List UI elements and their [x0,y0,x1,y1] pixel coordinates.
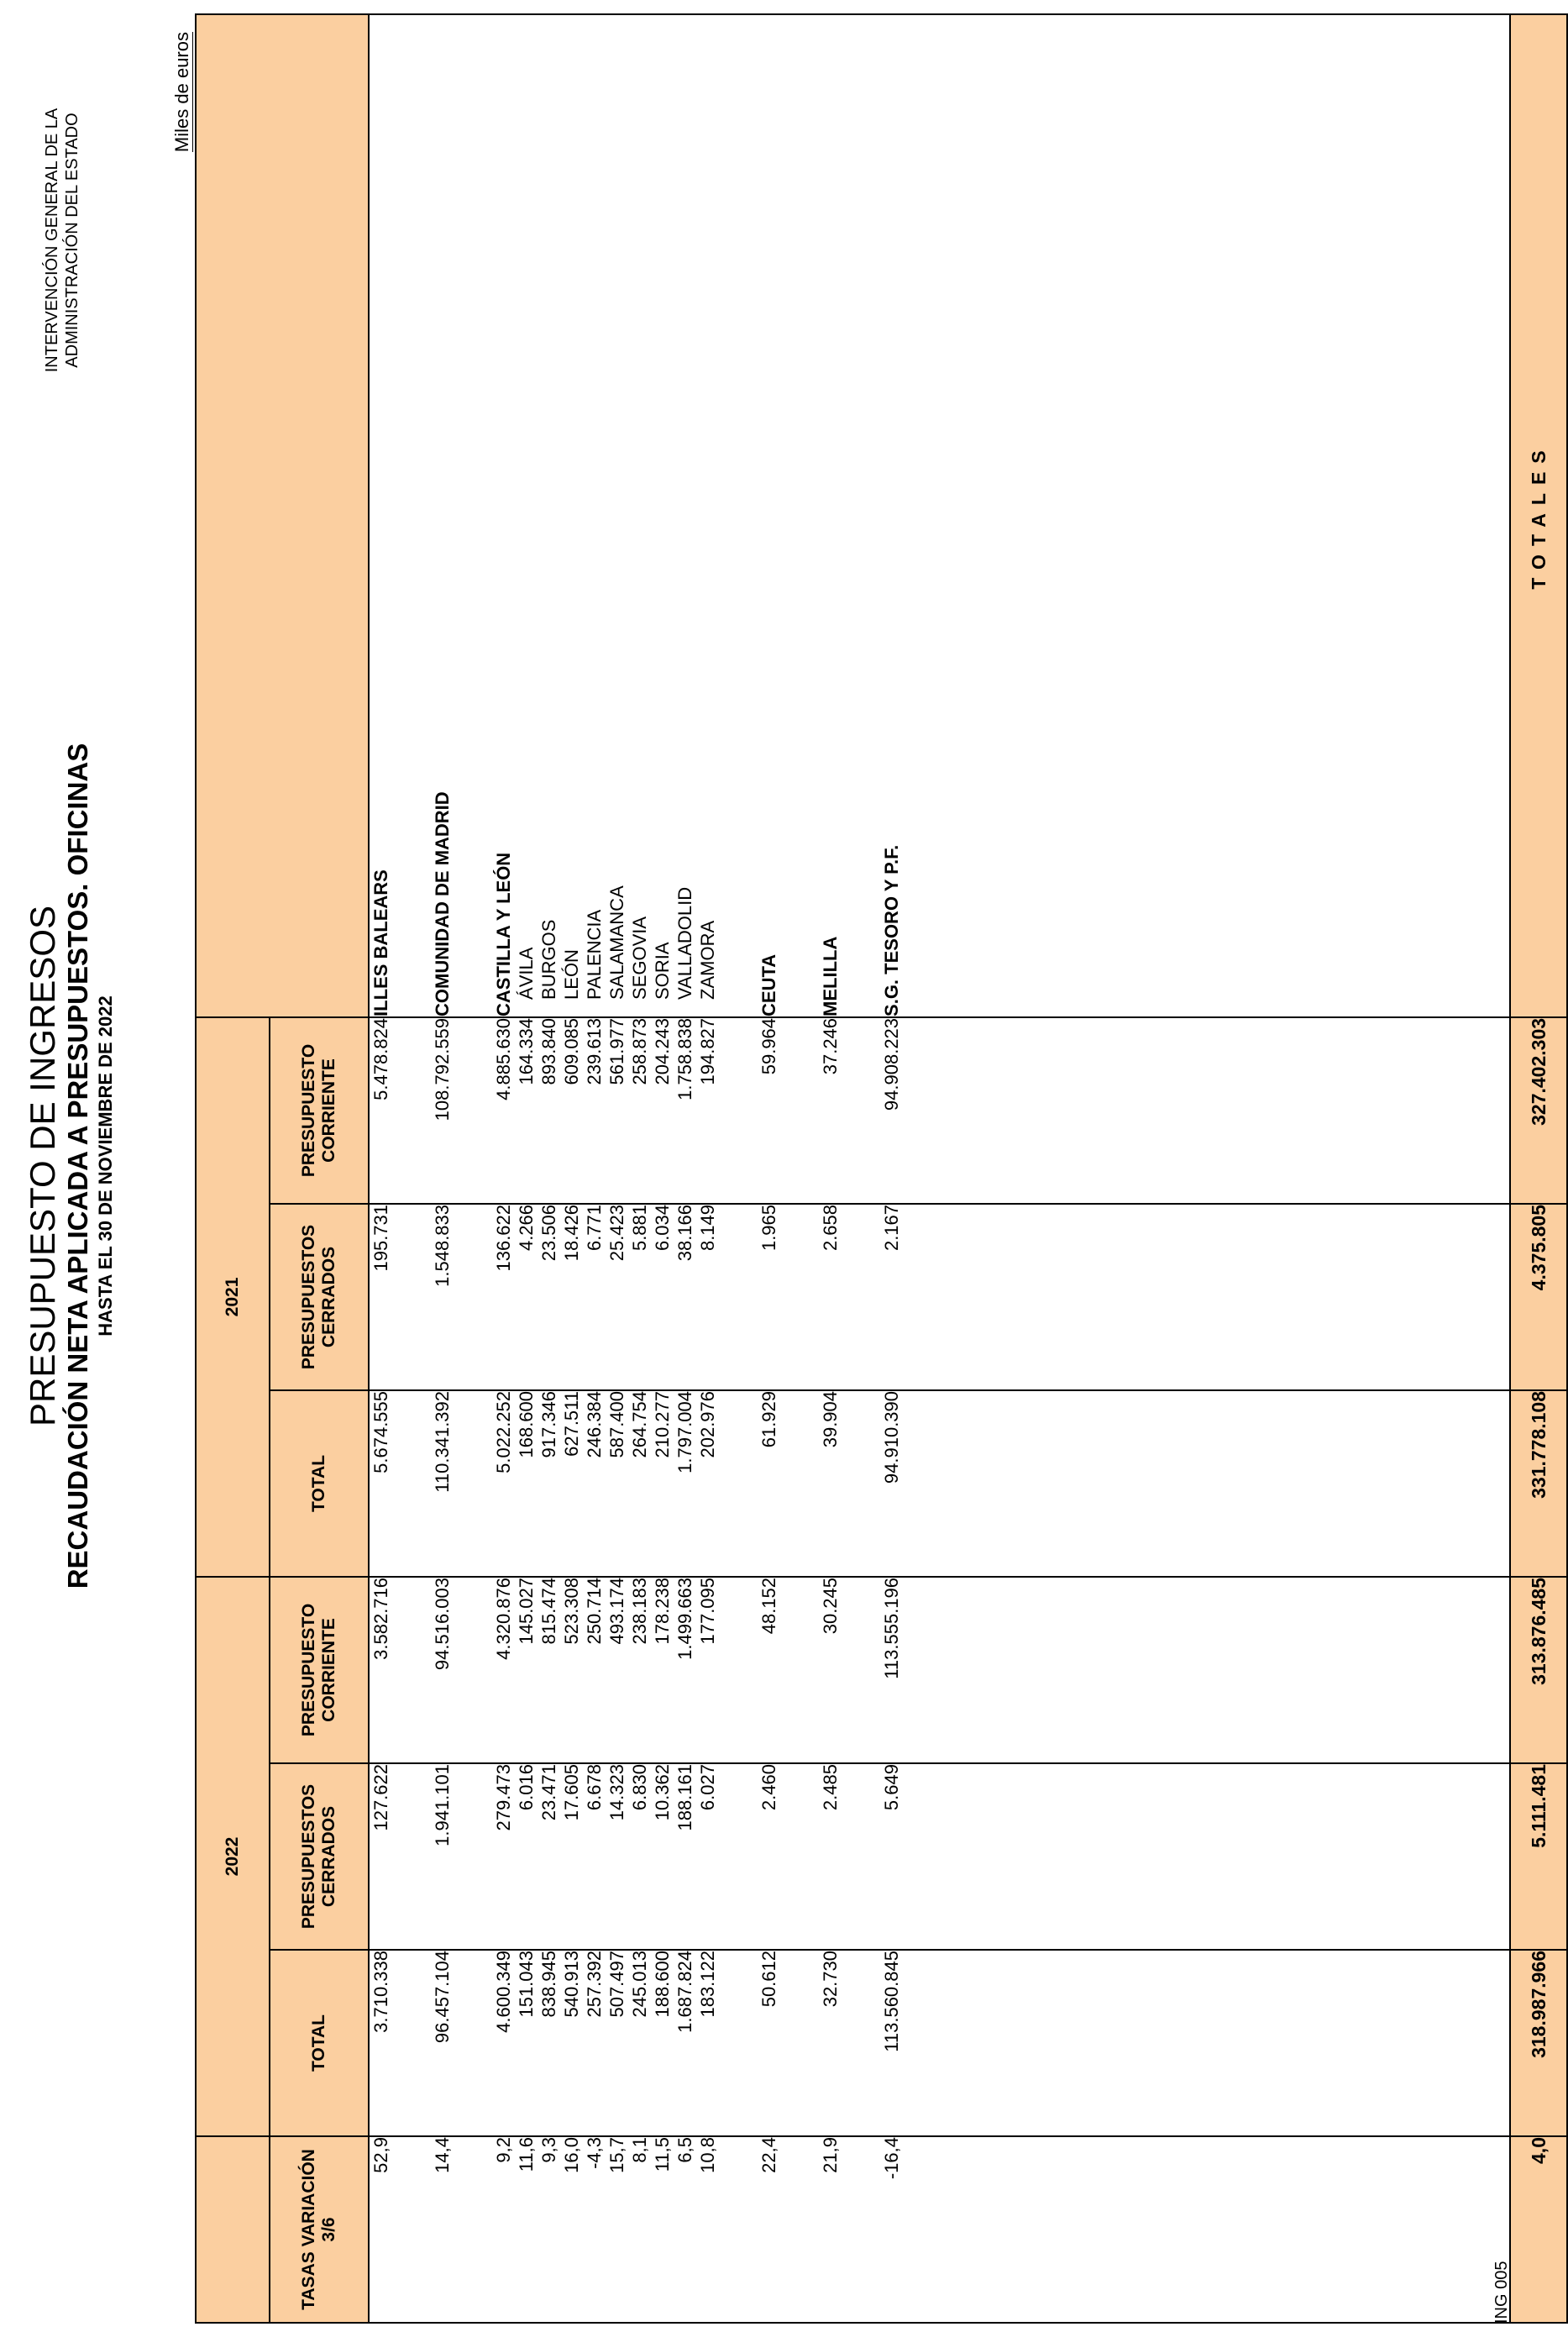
cell-value: 6.027 [697,1764,718,1811]
cell-value: 30.245 [820,1577,841,1635]
cell-value: 202.976 [697,1390,718,1458]
cell-value: 127.622 [370,1764,391,1831]
cell-value: 14.323 [606,1764,627,1821]
col-corriente-2022 [369,1017,1510,1204]
office-name: ÁVILA [516,947,537,1000]
cell-value: 245.013 [629,1951,650,2018]
cell-value: 110.341.392 [432,1390,453,1493]
cell-value: 14,4 [432,2137,453,2173]
cell-value: 10.362 [652,1764,673,1821]
total-tasas: 4,0 [1510,2136,1567,2323]
org-line-1: INTERVENCIÓN GENERAL DE LA [43,108,61,373]
corriente-2021-label: PRESUPUESTO CORRIENTE [299,1603,338,1737]
cell-value: 8.149 [697,1204,718,1252]
cell-value: 1.797.004 [674,1390,695,1473]
cell-value: 11,5 [652,2137,673,2172]
org-line-2: ADMINISTRACIÓN DEL ESTADO [63,113,81,368]
cell-value: 6,5 [674,2137,695,2163]
col-tasas [369,2136,1510,2323]
row-gap [719,1205,758,1389]
row-gap [842,15,880,1016]
office-name: VALLADOLID [674,886,695,1000]
cell-value: 4.885.630 [493,1017,514,1100]
cell-value: 1.965 [758,1204,779,1252]
row-gap [780,15,819,1016]
tasas-header [270,2136,369,2323]
row-gap [454,1764,492,1949]
units-text: Miles de euros [171,32,192,153]
row-labels-header [196,14,369,1017]
tasas-label: TASAS VARIACIÓN 3/6 [299,2149,338,2310]
page-subtitle: RECAUDACIÓN NETA APLICADA A PRESUPUESTOS. OFICINAS [62,743,93,1589]
cell-value: 815.474 [538,1577,559,1645]
row-gap [454,1391,492,1576]
cell-value: 52,9 [370,2137,391,2173]
cell-value: 3.710.338 [370,1951,391,2033]
cell-value: 239.613 [584,1017,605,1085]
cell-value: 1.941.101 [432,1764,453,1846]
total-total-2021: 318.987.966 [1510,1950,1567,2136]
corriente-2021-header [270,1577,369,1763]
cell-value: 1.548.833 [432,1204,453,1287]
office-name: ILLES BALEARS [370,869,391,1016]
total-corriente-2022: 327.402.303 [1510,1017,1567,1204]
row-gap [842,2137,880,2322]
cell-value: 1.687.824 [674,1951,695,2033]
cell-value: 4.600.349 [493,1951,514,2033]
cell-value: 1.758.838 [674,1017,695,1100]
cell-value: 5.881 [629,1204,650,1252]
cell-value: 168.600 [516,1390,537,1458]
cell-value: 151.043 [516,1951,537,2018]
revenue-table [195,13,1568,2324]
cell-value: 94.910.390 [881,1390,902,1484]
row-gap [392,15,431,1016]
cell-value: 188.161 [674,1764,695,1831]
row-gap [842,1391,880,1576]
row-gap [842,1764,880,1949]
units-label [171,32,193,152]
cerrados-2021-header [270,1763,369,1950]
cell-value: 18.426 [561,1204,582,1262]
cell-value: 113.560.845 [881,1951,902,2052]
cell-value: 94.516.003 [432,1577,453,1671]
col-total-2022 [369,1390,1510,1577]
cell-value: 183.122 [697,1951,718,2018]
cell-value: 9,2 [493,2137,514,2163]
col-office-names [369,14,1510,1017]
cell-value: 493.174 [606,1577,627,1645]
office-name: PALENCIA [584,909,605,1000]
cell-value: 178.238 [652,1577,673,1645]
corriente-2022-header [270,1017,369,1204]
cell-value: 264.754 [629,1390,650,1458]
row-gap [842,1578,880,1762]
col-cerrados-2021 [369,1763,1510,1950]
total-corriente-2021: 313.876.485 [1510,1577,1567,1763]
cell-value: 11,6 [516,2137,537,2172]
col-total-2021 [369,1950,1510,2136]
office-name: SEGOVIA [629,916,650,1000]
cerrados-2022-label: PRESUPUESTOS CERRADOS [299,1224,338,1370]
row-gap [392,2137,431,2322]
year-2022-header: 2022 [196,1577,270,2136]
row-gap [719,1764,758,1949]
cell-value: 3.582.716 [370,1577,391,1660]
cell-value: 195.731 [370,1204,391,1272]
row-gap [719,15,758,1016]
cell-value: 15,7 [606,2137,627,2173]
cerrados-2022-header [270,1204,369,1390]
row-gap [454,1578,492,1762]
organization-label [42,30,82,450]
page-title: PRESUPUESTO DE INGRESOS [23,905,62,1427]
cell-value: 2.658 [820,1204,841,1252]
row-gap [454,15,492,1016]
cell-value: 6.034 [652,1204,673,1252]
row-gap [392,1018,431,1203]
cell-value: 238.183 [629,1577,650,1645]
cell-value: 177.095 [697,1577,718,1645]
cell-value: 246.384 [584,1390,605,1458]
cell-value: 1.499.663 [674,1577,695,1660]
cell-value: 609.085 [561,1017,582,1085]
cell-value: 145.027 [516,1577,537,1645]
row-gap [780,1391,819,1576]
cell-value: 113.555.196 [881,1577,902,1679]
date-line: HASTA EL 30 DE NOVIEMBRE DE 2022 [95,995,116,1337]
row-gap [454,1018,492,1203]
office-name: CEUTA [758,953,779,1016]
cell-value: 917.346 [538,1390,559,1458]
cell-value: -16,4 [881,2137,902,2180]
row-gap [454,2137,492,2322]
document-code: ING 005 [1492,2261,1511,2324]
cerrados-2021-label: PRESUPUESTOS CERRADOS [299,1783,338,1930]
cell-value: 627.511 [561,1390,582,1457]
office-name: BURGOS [538,919,559,1000]
row-gap [842,1205,880,1389]
totals-label: TOTALES [1510,14,1567,1017]
cell-value: 96.457.104 [432,1951,453,2044]
cell-value: 16,0 [561,2137,582,2173]
cell-value: 136.622 [493,1204,514,1272]
cell-value: 25.423 [606,1204,627,1262]
cell-value: 561.977 [606,1017,627,1085]
cell-value: -4,3 [584,2137,605,2169]
cell-value: 257.392 [584,1951,605,2018]
cell-value: 4.320.876 [493,1577,514,1660]
cell-value: 39.904 [820,1390,841,1448]
row-gap [392,1578,431,1762]
cell-value: 838.945 [538,1951,559,2018]
office-name: SORIA [652,942,673,1000]
total-2021-header [270,1950,369,2136]
cell-value: 164.334 [516,1017,537,1085]
cell-value: 523.308 [561,1577,582,1645]
cell-value: 5.674.555 [370,1390,391,1473]
col-corriente-2021 [369,1577,1510,1763]
cell-value: 6.678 [584,1764,605,1811]
row-gap [719,1391,758,1576]
cell-value: 37.246 [820,1017,841,1075]
row-gap [780,1764,819,1949]
row-gap [392,1764,431,1949]
cell-value: 5.022.252 [493,1390,514,1473]
office-name: CASTILLA Y LEÓN [493,852,514,1016]
office-name: SALAMANCA [606,885,627,1000]
cell-value: 9,3 [538,2137,559,2163]
cell-value: 5.478.824 [370,1017,391,1100]
cell-value: 6.830 [629,1764,650,1811]
cell-value: 279.473 [493,1764,514,1831]
year-2021-header: 2021 [196,1017,270,1577]
cell-value: 6.771 [584,1204,605,1252]
cell-value: 38.166 [674,1204,695,1262]
row-gap [454,1951,492,2135]
office-name: COMUNIDAD DE MADRID [432,791,453,1016]
cell-value: 21,9 [820,2137,841,2173]
row-gap [392,1951,431,2135]
row-gap [842,1018,880,1203]
cell-value: 2.167 [881,1204,902,1252]
cell-value: 204.243 [652,1017,673,1085]
office-name: S.G. TESORO Y P.F. [881,844,902,1016]
cell-value: 50.612 [758,1951,779,2008]
row-gap [780,1018,819,1203]
cell-value: 23.506 [538,1204,559,1262]
cell-value: 893.840 [538,1017,559,1085]
cell-value: 6.016 [516,1764,537,1811]
cell-value: 10,8 [697,2137,718,2173]
cell-value: 59.964 [758,1017,779,1075]
row-gap [780,1951,819,2135]
cell-value: 8,1 [629,2137,650,2163]
total-2022-header [270,1390,369,1577]
row-gap [719,1578,758,1762]
total-total-2022: 331.778.108 [1510,1390,1567,1577]
row-gap [780,1205,819,1389]
cell-value: 48.152 [758,1577,779,1635]
total-2021-label: TOTAL [309,2014,328,2072]
row-gap [719,1018,758,1203]
cell-value: 23.471 [538,1764,559,1821]
row-gap [392,1205,431,1389]
cell-value: 188.600 [652,1951,673,2018]
row-gap [780,2137,819,2322]
cell-value: 587.400 [606,1390,627,1458]
cell-value: 108.792.559 [432,1017,453,1121]
cell-value: 540.913 [561,1951,582,2018]
total-cerrados-2021: 5.111.481 [1510,1763,1567,1950]
row-gap [719,2137,758,2322]
header-spacer [196,2136,270,2323]
cell-value: 507.497 [606,1951,627,2018]
row-gap [454,1205,492,1389]
cell-value: 61.929 [758,1390,779,1448]
row-gap [719,1951,758,2135]
cell-value: 2.460 [758,1764,779,1811]
row-gap [780,1578,819,1762]
cell-value: 4.266 [516,1204,537,1252]
cell-value: 210.277 [652,1390,673,1458]
cell-value: 17.605 [561,1764,582,1821]
cell-value: 94.908.223 [881,1017,902,1111]
total-cerrados-2022: 4.375.805 [1510,1204,1567,1390]
cell-value: 32.730 [820,1951,841,2008]
office-name: LEÓN [561,949,582,1000]
cell-value: 194.827 [697,1017,718,1085]
office-name: MELILLA [820,936,841,1016]
cell-value: 258.873 [629,1017,650,1085]
cell-value: 22,4 [758,2137,779,2173]
cell-value: 250.714 [584,1577,605,1645]
cell-value: 5.649 [881,1764,902,1811]
office-name: ZAMORA [697,920,718,1000]
corriente-2022-label: PRESUPUESTO CORRIENTE [299,1043,338,1178]
cell-value: 2.485 [820,1764,841,1811]
row-gap [842,1951,880,2135]
col-cerrados-2022 [369,1204,1510,1390]
total-2022-label: TOTAL [309,1454,328,1513]
row-gap [392,1391,431,1576]
